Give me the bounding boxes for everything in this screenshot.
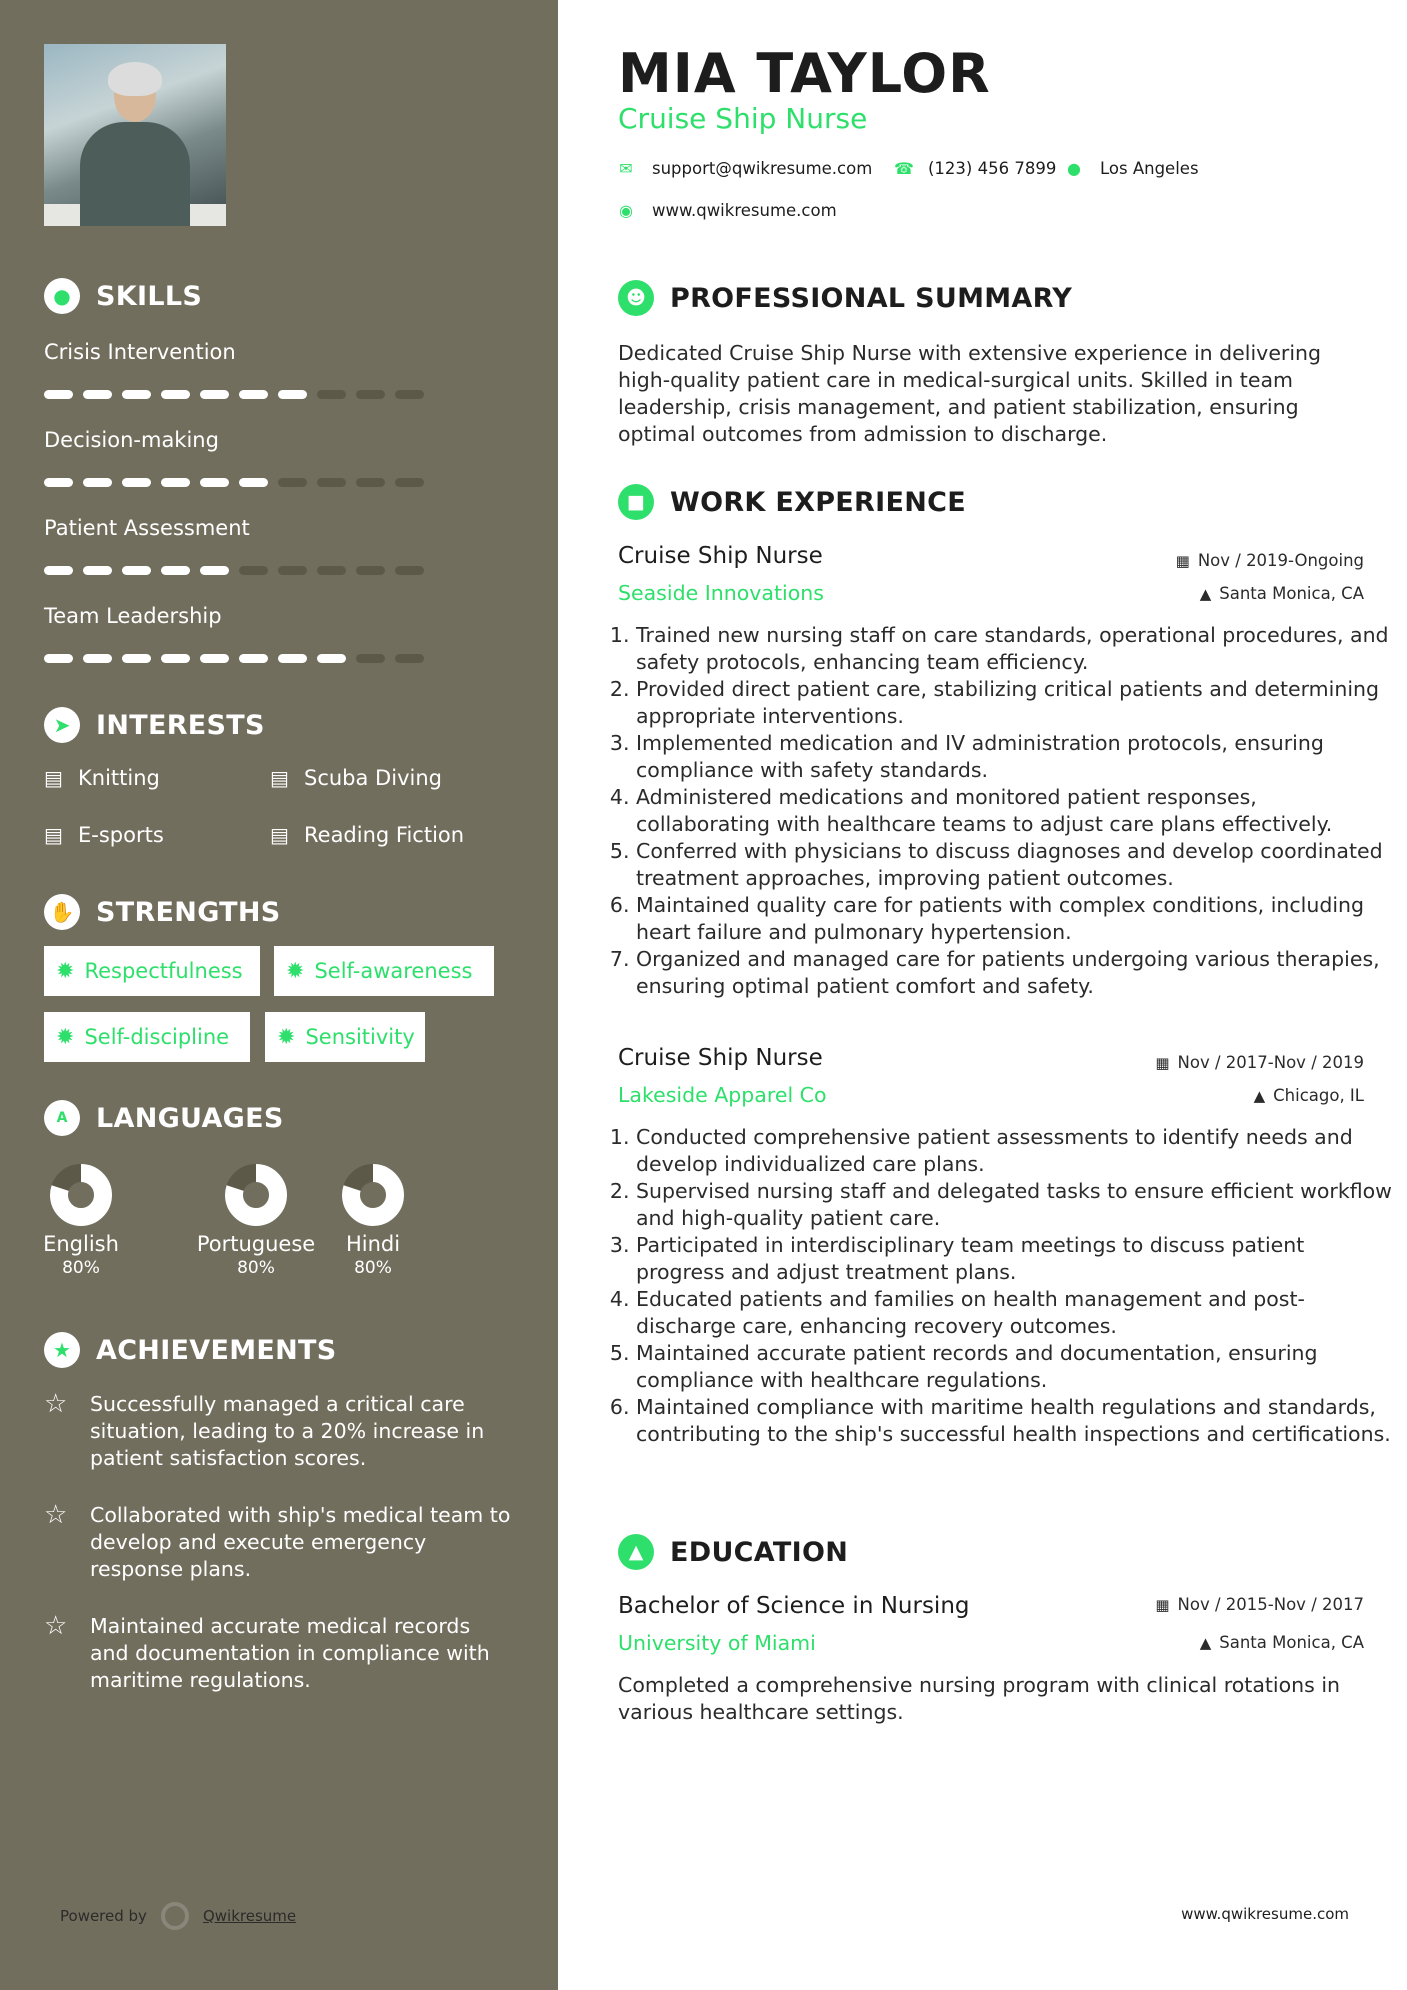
- list-item: 5. Conferred with physicians to discuss diagnoses and develop coordinated treatment approaches, improving patient outcomes.: [636, 838, 1396, 892]
- summary-title: PROFESSIONAL SUMMARY: [670, 282, 1073, 314]
- skill-segment: [161, 478, 190, 487]
- skill-segment: [317, 654, 346, 663]
- achievement-text: Collaborated with ship's medical team to develop and execute emergency response plans.: [90, 1503, 511, 1581]
- job-title: Cruise Ship Nurse: [618, 1045, 823, 1071]
- phone-text[interactable]: (123) 456 7899: [928, 159, 1057, 178]
- skill-bar: [44, 566, 444, 575]
- lightbulb-icon: ●: [44, 278, 80, 314]
- job-dates: [1155, 1053, 1364, 1072]
- skill-segment: [239, 390, 268, 399]
- skill-segment: [122, 390, 151, 399]
- language-donut: [223, 1162, 289, 1228]
- job-company: Lakeside Apparel Co: [618, 1083, 827, 1107]
- skill-segment: [161, 390, 190, 399]
- job-title: Cruise Ship Nurse: [618, 543, 823, 569]
- skill-segment: [239, 478, 268, 487]
- list-item: 6. Maintained compliance with maritime health regulations and standards, contributing to the ship's successful health inspections and certifications.: [636, 1394, 1396, 1448]
- sidebar: [0, 0, 558, 1990]
- interest-label: Knitting: [78, 766, 160, 790]
- degree-title: Bachelor of Science in Nursing: [618, 1593, 970, 1619]
- candidate-role: Cruise Ship Nurse: [618, 102, 868, 135]
- skill-segment: [44, 566, 73, 575]
- badge-icon: ✹: [56, 958, 75, 984]
- star-icon: ☆: [44, 1500, 68, 1530]
- location-text: Los Angeles: [1100, 159, 1199, 178]
- list-item: 6. Maintained quality care for patients with complex conditions, including heart failure and pulmonary hypertension.: [636, 892, 1396, 946]
- skill-segment: [317, 478, 346, 487]
- languages-title: LANGUAGES: [96, 1102, 284, 1134]
- strengths-header: [44, 894, 281, 930]
- job-location: [1200, 584, 1364, 603]
- interest-item: [270, 823, 464, 847]
- skill-segment: [356, 390, 385, 399]
- book-icon: ▤: [44, 766, 63, 790]
- language-name: English: [43, 1232, 119, 1256]
- skill-segment: [122, 654, 151, 663]
- skill-bar: [44, 478, 444, 487]
- interest-item: [44, 823, 164, 847]
- skill-segment: [356, 654, 385, 663]
- experience-title: WORK EXPERIENCE: [670, 486, 966, 518]
- phone-icon: ☎: [894, 159, 914, 178]
- powered-by: [60, 1902, 296, 1930]
- pin-icon: ▲: [1199, 584, 1212, 603]
- calendar-icon: ▦: [1155, 1595, 1170, 1614]
- list-item: 3. Participated in interdisciplinary team meetings to discuss patient progress and adjust treatment plans.: [636, 1232, 1396, 1286]
- skill-segment: [122, 478, 151, 487]
- star-icon: ☆: [44, 1611, 68, 1641]
- list-item: 4. Administered medications and monitored patient responses, collaborating with healthcare teams to adjust care plans effectively.: [636, 784, 1396, 838]
- list-item: 1. Trained new nursing staff on care standards, operational procedures, and safety protocols, enhancing team efficiency.: [636, 622, 1396, 676]
- skill-segment: [395, 390, 424, 399]
- map-pin-icon: ●: [1067, 159, 1081, 178]
- skill-segment: [161, 654, 190, 663]
- badge-icon: ✹: [56, 1024, 75, 1050]
- achievement-text: Maintained accurate medical records and documentation in compliance with maritime regulations.: [90, 1614, 490, 1692]
- list-item: 2. Supervised nursing staff and delegated tasks to ensure efficient workflow and high-quality patient care.: [636, 1178, 1396, 1232]
- globe-icon: ◉: [619, 201, 633, 220]
- language-name: Hindi: [345, 1232, 401, 1256]
- achievement-text: Successfully managed a critical care situation, leading to a 20% increase in patient satisfaction scores.: [90, 1392, 485, 1470]
- languages-header: [44, 1100, 284, 1136]
- skill-segment: [317, 390, 346, 399]
- strength-tag: [44, 946, 260, 996]
- book-icon: ▤: [44, 823, 63, 847]
- achievement-item: [44, 1391, 514, 1472]
- skill-name: Decision-making: [44, 428, 219, 452]
- skills-title: SKILLS: [96, 280, 203, 312]
- calendar-icon: ▦: [1155, 1053, 1170, 1072]
- skill-segment: [356, 478, 385, 487]
- paper-plane-icon: ➤: [44, 707, 80, 743]
- contact-website: [618, 201, 837, 220]
- list-item: 4. Educated patients and families on health management and post-discharge care, enhancing recovery outcomes.: [636, 1286, 1396, 1340]
- skill-segment: [200, 654, 229, 663]
- list-item: 2. Provided direct patient care, stabilizing critical patients and determining appropriate interventions.: [636, 676, 1396, 730]
- skill-segment: [44, 478, 73, 487]
- interests-header: [44, 707, 265, 743]
- user-icon: ☻: [618, 280, 654, 316]
- summary-header: [618, 280, 1072, 316]
- skill-segment: [356, 566, 385, 575]
- job-bullets: [618, 1124, 1396, 1448]
- skill-bar: [44, 654, 444, 663]
- skill-segment: [200, 478, 229, 487]
- list-item: 3. Implemented medication and IV administration protocols, ensuring compliance with safety standards.: [636, 730, 1396, 784]
- strength-tag: [265, 1012, 425, 1062]
- donut-hole: [69, 1183, 93, 1207]
- footer-url[interactable]: www.qwikresume.com: [1181, 1905, 1349, 1923]
- list-item: 1. Conducted comprehensive patient assessments to identify needs and develop individualized care plans.: [636, 1124, 1396, 1178]
- skill-segment: [395, 478, 424, 487]
- language-percent: 80%: [354, 1258, 392, 1278]
- strength-label: Sensitivity: [305, 1025, 415, 1049]
- job-location-text: Chicago, IL: [1273, 1086, 1364, 1105]
- skill-segment: [395, 566, 424, 575]
- skill-name: Patient Assessment: [44, 516, 250, 540]
- education-dates: [1155, 1595, 1364, 1614]
- skill-segment: [122, 566, 151, 575]
- website-text[interactable]: www.qwikresume.com: [652, 201, 837, 220]
- candidate-name: MIA TAYLOR: [618, 42, 991, 105]
- skill-segment: [278, 654, 307, 663]
- skill-segment: [317, 566, 346, 575]
- school-name: University of Miami: [618, 1631, 816, 1655]
- strength-tag: [44, 1012, 250, 1062]
- qwikresume-link[interactable]: Qwikresume: [202, 1907, 297, 1925]
- star-icon: ★: [44, 1332, 80, 1368]
- skill-segment: [44, 390, 73, 399]
- interest-label: Reading Fiction: [304, 823, 465, 847]
- skills-header: [44, 278, 202, 314]
- interests-title: INTERESTS: [96, 709, 265, 741]
- skill-segment: [83, 478, 112, 487]
- achievements-header: [44, 1332, 337, 1368]
- donut-hole: [244, 1183, 268, 1207]
- skill-name: Crisis Intervention: [44, 340, 236, 364]
- job-location-text: Santa Monica, CA: [1219, 584, 1364, 603]
- hand-icon: ✋: [44, 894, 80, 930]
- summary-text: Dedicated Cruise Ship Nurse with extensive experience in delivering high-quality patient care in medical-surgical units. Skilled in team leadership, crisis management, and patient stabilization, ensuring optimal outcomes from admission to discharge.: [618, 341, 1322, 446]
- job-dates: [1176, 551, 1364, 570]
- calendar-icon: ▦: [1175, 551, 1190, 570]
- skill-segment: [278, 478, 307, 487]
- language-item: [313, 1162, 433, 1278]
- graduate-icon: ▲: [618, 1534, 654, 1570]
- skill-bar: [44, 390, 444, 399]
- contact-phone: [894, 159, 1056, 178]
- contact-location: [1066, 159, 1199, 178]
- badge-icon: ✹: [286, 958, 305, 984]
- skill-segment: [83, 390, 112, 399]
- skill-segment: [278, 390, 307, 399]
- strength-label: Self-awareness: [314, 959, 473, 983]
- strengths-title: STRENGTHS: [96, 896, 281, 928]
- skill-name: Team Leadership: [44, 604, 222, 628]
- contact-email: [618, 159, 872, 178]
- job-location: [1254, 1086, 1364, 1105]
- interest-label: E-sports: [78, 823, 164, 847]
- achievement-item: [44, 1613, 514, 1694]
- skill-segment: [83, 654, 112, 663]
- profile-photo: [44, 44, 226, 226]
- job-company: Seaside Innovations: [618, 581, 824, 605]
- interest-label: Scuba Diving: [304, 766, 442, 790]
- language-icon: A: [44, 1100, 80, 1136]
- job-bullets: [618, 622, 1396, 1000]
- education-dates-text: Nov / 2015-Nov / 2017: [1177, 1595, 1364, 1614]
- briefcase-icon: ■: [618, 484, 654, 520]
- strength-label: Respectfulness: [84, 959, 243, 983]
- strength-label: Self-discipline: [84, 1025, 230, 1049]
- skill-segment: [200, 390, 229, 399]
- book-icon: ▤: [270, 823, 289, 847]
- education-location-text: Santa Monica, CA: [1219, 1633, 1364, 1652]
- experience-header: [618, 484, 966, 520]
- achievement-item: [44, 1502, 514, 1583]
- envelope-icon: ✉: [619, 159, 633, 178]
- skill-segment: [239, 566, 268, 575]
- badge-icon: ✹: [277, 1024, 296, 1050]
- book-icon: ▤: [270, 766, 289, 790]
- job-dates-text: Nov / 2017-Nov / 2019: [1177, 1053, 1364, 1072]
- list-item: 7. Organized and managed care for patients undergoing various therapies, ensuring optimal patient comfort and safety.: [636, 946, 1396, 1000]
- donut-hole: [361, 1183, 385, 1207]
- skill-segment: [200, 566, 229, 575]
- job-dates-text: Nov / 2019-Ongoing: [1197, 551, 1364, 570]
- strength-tag: [274, 946, 494, 996]
- education-location: [1200, 1633, 1364, 1652]
- skill-segment: [278, 566, 307, 575]
- skill-segment: [395, 654, 424, 663]
- language-name: Portuguese: [196, 1232, 316, 1256]
- language-item: [196, 1162, 316, 1278]
- interest-item: [270, 766, 442, 790]
- skill-segment: [44, 654, 73, 663]
- achievements-title: ACHIEVEMENTS: [96, 1334, 337, 1366]
- skill-segment: [161, 566, 190, 575]
- language-donut: [340, 1162, 406, 1228]
- education-title: EDUCATION: [670, 1536, 849, 1568]
- education-header: [618, 1534, 848, 1570]
- skill-segment: [239, 654, 268, 663]
- education-text: Completed a comprehensive nursing program with clinical rotations in various healthcare settings.: [618, 1673, 1341, 1724]
- powered-by-label: Powered by: [60, 1907, 147, 1925]
- language-percent: 80%: [62, 1258, 100, 1278]
- skill-segment: [83, 566, 112, 575]
- language-donut: [48, 1162, 114, 1228]
- pin-icon: ▲: [1199, 1633, 1212, 1652]
- email-text[interactable]: support@qwikresume.com: [652, 159, 873, 178]
- qwikresume-logo-icon: [161, 1902, 189, 1930]
- language-percent: 80%: [237, 1258, 275, 1278]
- language-item: [21, 1162, 141, 1278]
- interest-item: [44, 766, 160, 790]
- pin-icon: ▲: [1253, 1086, 1266, 1105]
- star-icon: ☆: [44, 1389, 68, 1419]
- list-item: 5. Maintained accurate patient records and documentation, ensuring compliance with healthcare regulations.: [636, 1340, 1396, 1394]
